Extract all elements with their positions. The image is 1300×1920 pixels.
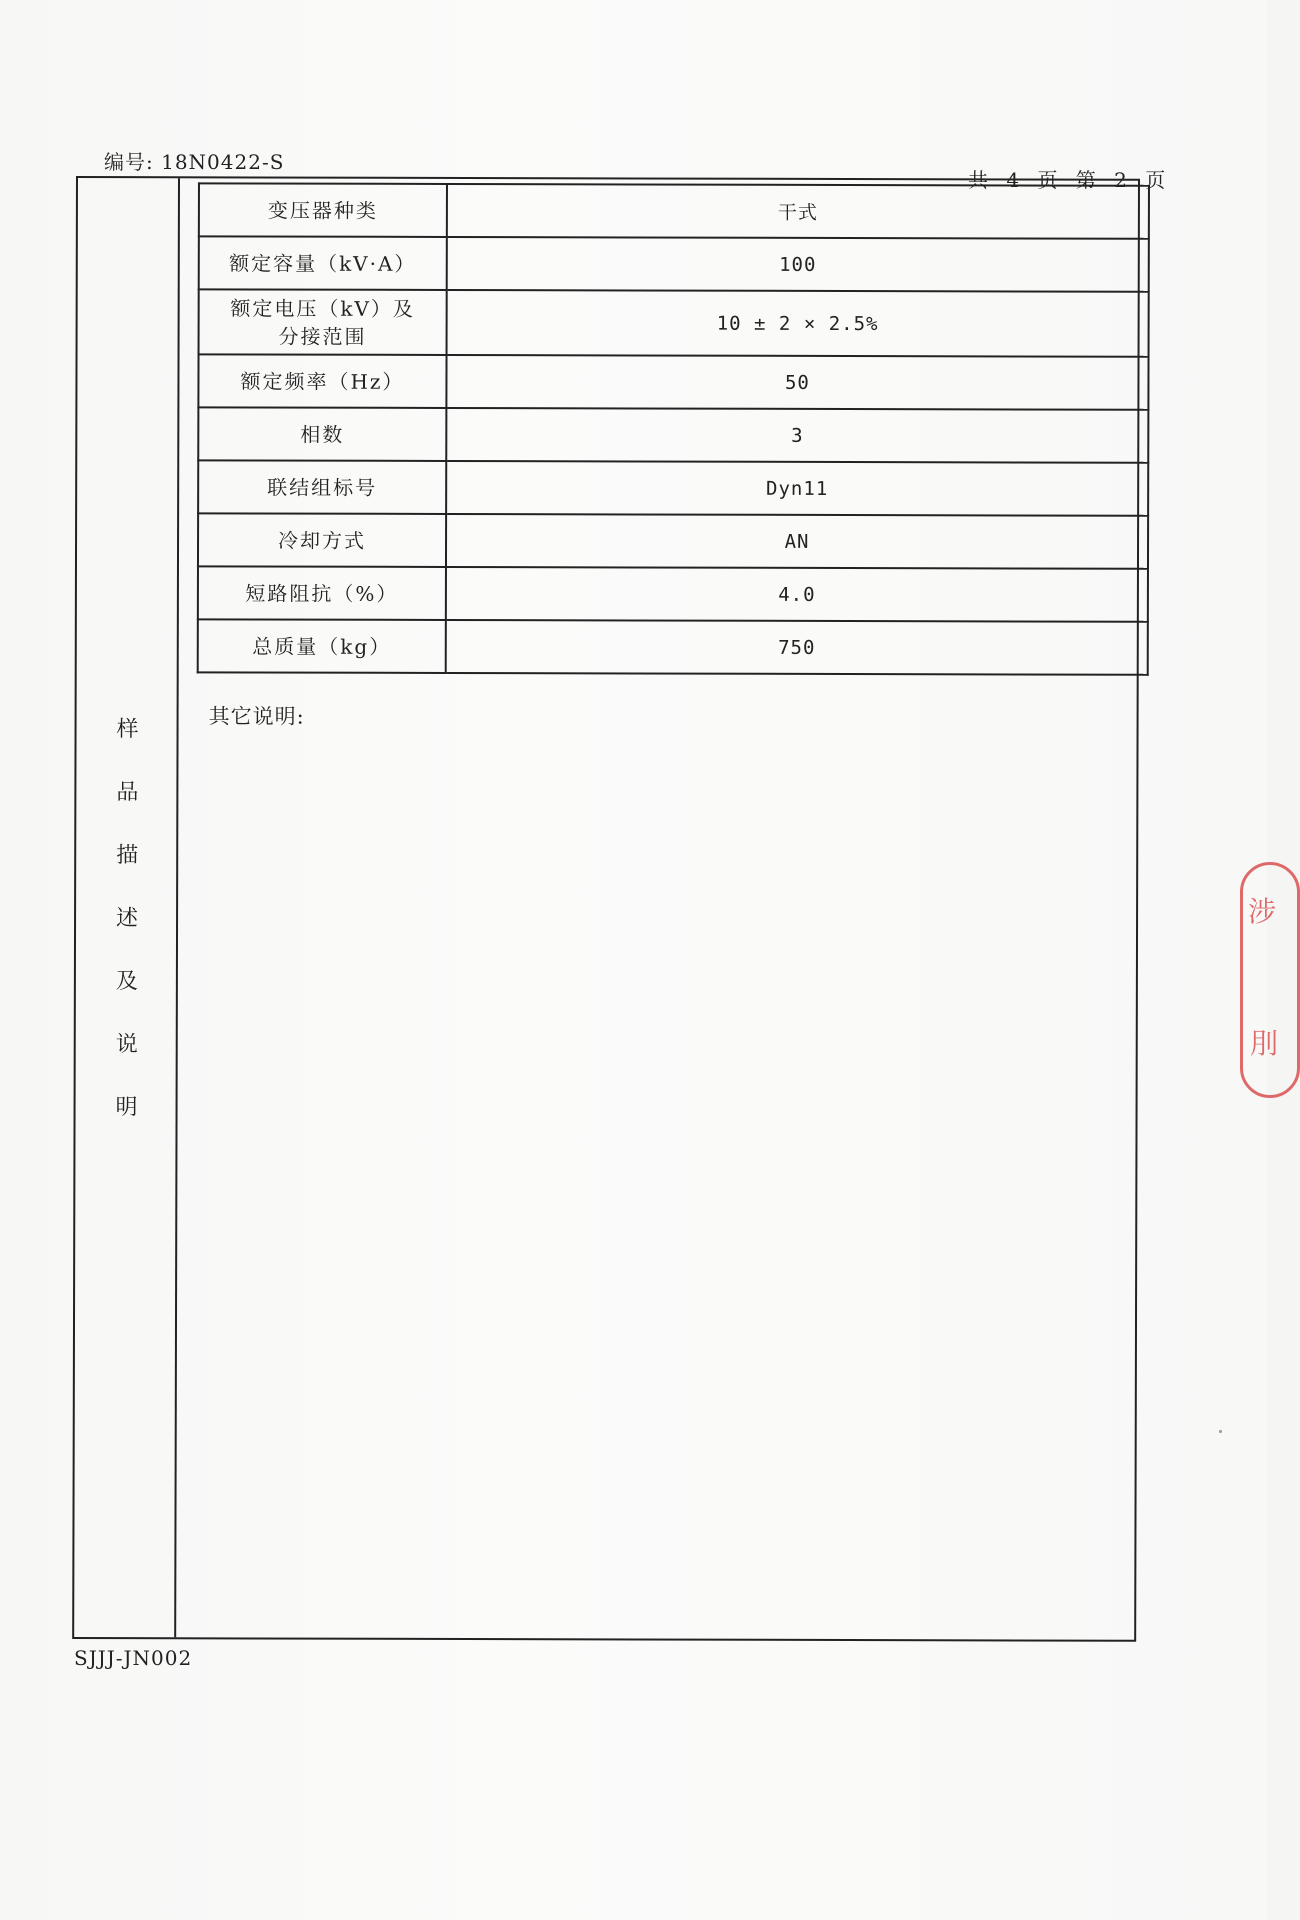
side-label-char: 述	[116, 906, 139, 932]
spec-value: 10 ± 2 × 2.5%	[447, 290, 1149, 357]
seal-fragment-bottom: 刖	[1250, 1027, 1279, 1060]
spec-value: 50	[446, 355, 1148, 410]
spec-value: AN	[446, 514, 1148, 569]
seal-fragment-top: 涉	[1248, 895, 1277, 928]
spec-label: 联结组标号	[198, 460, 446, 514]
spec-value: 4.0	[446, 567, 1148, 622]
side-label-char: 描	[116, 843, 139, 869]
side-label	[75, 698, 178, 1139]
side-label-column	[74, 178, 180, 1637]
side-label-char: 明	[115, 1095, 138, 1121]
spec-row	[199, 289, 1149, 356]
page-count: 共 4 页 第 2 页	[968, 168, 1168, 192]
other-notes-label: 其它说明:	[208, 704, 305, 729]
spec-row	[199, 183, 1149, 238]
spec-value: 3	[446, 408, 1148, 463]
spec-value: 750	[446, 620, 1148, 675]
spec-table	[197, 182, 1150, 675]
spec-row	[198, 619, 1148, 674]
spec-label: 短路阻抗（%）	[198, 566, 446, 620]
side-label-char: 品	[116, 780, 139, 806]
side-label-char: 说	[115, 1032, 138, 1058]
side-label-char: 样	[116, 717, 139, 743]
speck	[1219, 1430, 1222, 1433]
spec-label: 相数	[198, 407, 446, 461]
spec-row	[198, 407, 1148, 462]
spec-label: 变压器种类	[199, 183, 447, 237]
spec-value: Dyn11	[446, 461, 1148, 516]
spec-row	[198, 513, 1148, 568]
spec-row	[198, 354, 1148, 409]
spec-value: 干式	[447, 184, 1149, 239]
spec-value: 100	[447, 237, 1149, 292]
spec-row	[198, 566, 1148, 621]
spec-label: 冷却方式	[198, 513, 446, 567]
spec-label: 额定电压（kV）及 分接范围	[199, 289, 447, 355]
sample-description-frame	[72, 176, 1140, 1642]
spec-label: 总质量（kg）	[198, 619, 446, 673]
spec-label: 额定容量（kV·A）	[199, 236, 447, 290]
spec-row	[198, 460, 1148, 515]
side-label-char: 及	[115, 969, 138, 995]
spec-label: 额定频率（Hz）	[198, 354, 446, 408]
form-code: SJJJ-JN002	[74, 1646, 193, 1670]
spec-row	[199, 236, 1149, 291]
document-number: 编号: 18N0422-S	[104, 150, 285, 174]
